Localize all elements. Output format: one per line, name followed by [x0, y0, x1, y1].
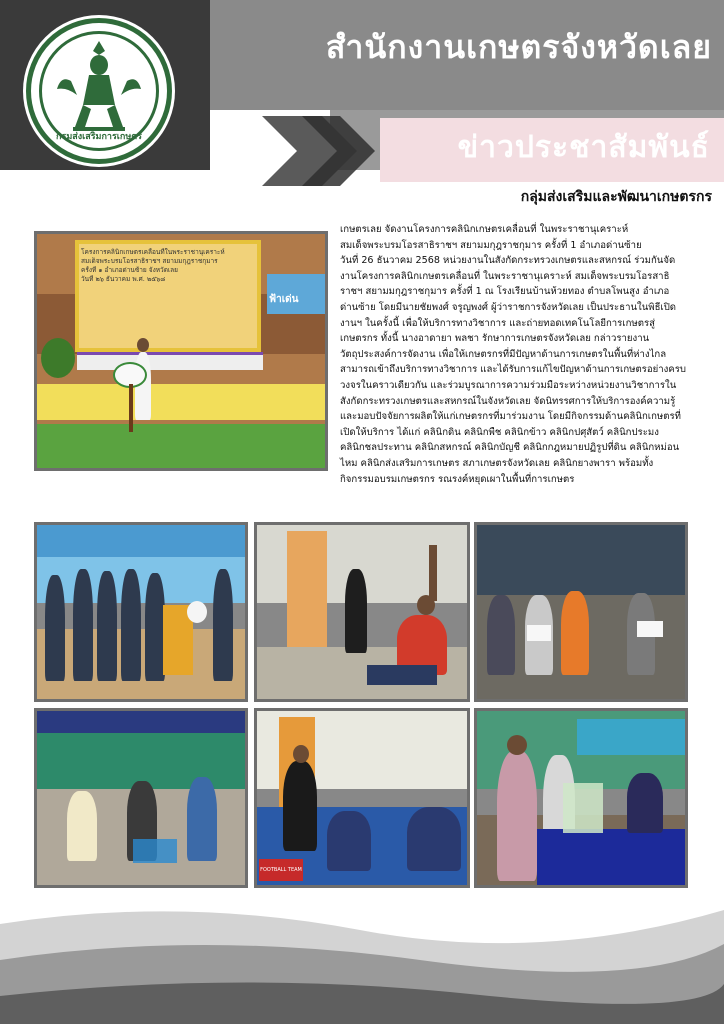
photo-service-booth [474, 708, 688, 888]
footer-wave-decoration [0, 900, 724, 1024]
photo-consultation [254, 708, 470, 888]
group-name: กลุ่มส่งเสริมและพัฒนาเกษตรกร [520, 189, 712, 205]
photo-seated-audience [34, 708, 248, 888]
banner-line-3: ครั้งที่ ๑ อำเภอด่านซ้าย จังหวัดเลย [81, 266, 178, 274]
banner-line-1: โครงการคลินิกเกษตรเคลื่อนที่ในพระราชานุเคราะห์ [81, 248, 225, 256]
chevron-decoration-icon [262, 116, 382, 186]
logo-text: กรมส่งเสริมการเกษตร [56, 132, 142, 142]
school-sign: ฟ้าเด่น [269, 294, 299, 305]
team-shirt-text: FOOTBALL TEAM [259, 859, 303, 881]
office-title: สำนักงานเกษตรจังหวัดเลย [325, 28, 712, 66]
department-logo [26, 18, 172, 164]
main-ceremony-photo [34, 231, 328, 471]
photo-farmer-question [254, 522, 470, 702]
banner-line-4: วันที่ ๒๖ ธันวาคม พ.ศ. ๒๕๖๘ [81, 275, 166, 283]
photo-officials-lineup [34, 522, 248, 702]
section-title: ข่าวประชาสัมพันธ์ [457, 130, 710, 165]
article-body: เกษตรเลย จัดงานโครงการคลินิกเกษตรเคลื่อนที่ ในพระราชานุเคราะห์ สมเด็จพระบรมโอรสาธิราชฯ สยามมกุฎราชกุมาร ครั้งที่ 1 อำเภอด่านซ้าย วันที่ 26 ธันวาคม 2568 หน่วยงานในสังกัดกระทรวงเกษตรและสหกรณ์ ร่วมกันจัด งานโครงการคลินิกเกษตรเคลื่อนที่ ในพระราชานุเคราะห์ สมเด็จพระบรมโอรสาธิ ราชฯ สยามมกุฎราชกุมาร ครั้งที่ 1 ณ โรงเรียนบ้านห้วยทอง ตำบลโพนสูง อำเภอ ด่านซ้าย โดยมีนายชัยพงศ์ จรูญพงศ์ ผู้ว่าราชการจังหวัดเลย เป็นประธานในพิธีเปิด งานฯ ในครั้งนี้ เพื่อให้บริการทางวิชาการ และถ่ายทอดเทคโนโลยีการเกษตรสู่ เกษตรกร ทั้งนี้ นางอาดายา พลชา รักษาการเกษตรจังหวัดเลย กล่าวรายงาน วัตถุประสงค์การจัดงาน เพื่อให้เกษตรกรที่มีปัญหาด้านการเกษตรในพื้นที่ห่างไกล สามารถเข้าถึงบริการทางวิชาการ และได้รับการแก้ไขปัญหาด้านการเกษตรอย่างครบ วงจรในคราวเดียวกัน และร่วมบูรณาการความร่วมมือระหว่างหน่วยงานวิชาการใน สังกัดกระทรวงเกษตรและสหกรณ์ในจังหวัดเลย จัดนิทรรศการให้บริการองค์ความรู้ และมอบปัจจัยการผลิตให้แก่เกษตรกรที่มาร่วมงาน โดยมีกิจกรรมด้านคลินิกเกษตรที่ เปิดให้บริการ ได้แก่ คลินิกดิน คลินิกพืช คลินิกข้าว คลินิกปศุสัตว์ คลินิกประมง คลินิกชลประทาน คลินิกสหกรณ์ คลินิกบัญชี คลินิกกฎหมายปฏิรูปที่ดิน คลินิกหม่อน ไหม คลินิกส่งเสริมการเกษตร สภาเกษตรจังหวัดเลย คลินิกยางพารา พร้อมทั้ง กิจกรรมอบรมเกษตรกร รณรงค์หยุดเผาในพื้นที่การเกษตร [340, 224, 686, 485]
photo-audience-signs [474, 522, 688, 702]
banner-line-2: สมเด็จพระบรมโอรสาธิราชฯ สยามมกุฎราชกุมาร [81, 257, 218, 265]
